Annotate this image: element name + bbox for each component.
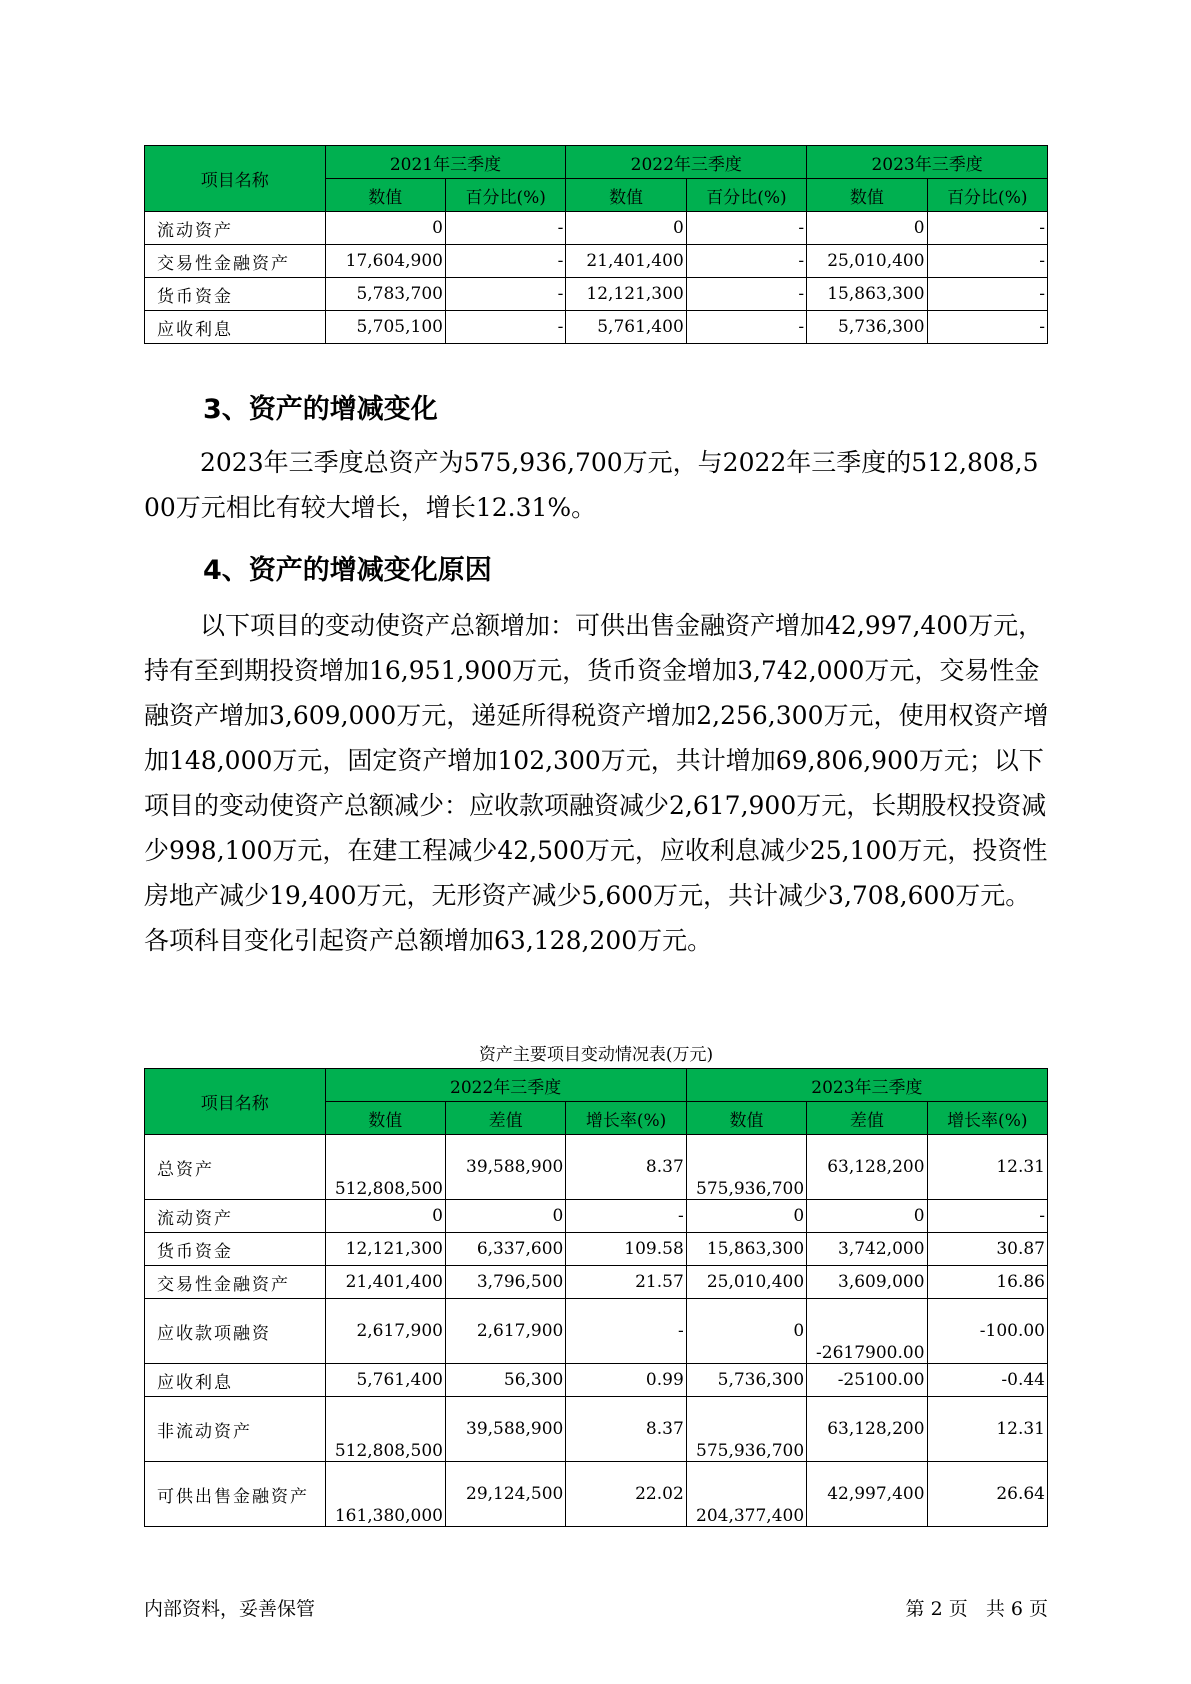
row-label: 交易性金融资产 xyxy=(145,245,326,278)
row-label: 应收款项融资 xyxy=(145,1299,326,1364)
column-header-percent: 百分比(%) xyxy=(445,179,565,212)
cell-value: 5,736,300 xyxy=(686,1364,806,1397)
cell-value: 0 xyxy=(807,212,927,245)
cell-difference: 39,588,900 xyxy=(445,1397,565,1462)
cell-percent: - xyxy=(445,311,565,344)
cell-difference: 3,742,000 xyxy=(807,1233,927,1266)
footer-page-number: 第 2 页 共 6 页 xyxy=(905,1598,1048,1620)
cell-percent: - xyxy=(686,278,806,311)
section-paragraph: 以下项目的变动使资产总额增加：可供出售金融资产增加42,997,400万元，持有至到期投资增加16,951,900万元，货币资金增加3,742,000万元，交易性金融资产增加3,609,000万元，递延所得税资产增加2,256,300万元，使用权资产增加148,000万元，固定资产增加102,300万元，共计增加69,806,900万元；以下项目的变动使资产总额减少：应收款项融资减少2,617,900万元，长期股权投资减少998,100万元，在建工程减少42,500万元，应收利息减少25,100万元，投资性房地产减少19,400万元，无形资产减少5,600万元，共计减少3,708,600万元。各项科目变化引起资产总额增加63,128,200万元。 xyxy=(144,611,1049,955)
cell-difference: 63,128,200 xyxy=(807,1135,927,1200)
cell-value: 512,808,500 xyxy=(325,1397,445,1462)
cell-difference: 56,300 xyxy=(445,1364,565,1397)
table-row xyxy=(145,311,1048,344)
column-header-value: 数值 xyxy=(325,179,445,212)
cell-difference: 39,588,900 xyxy=(445,1135,565,1200)
table-row xyxy=(145,1299,1048,1364)
cell-difference: 63,128,200 xyxy=(807,1397,927,1462)
column-header-percent: 百分比(%) xyxy=(686,179,806,212)
column-header-difference: 差值 xyxy=(807,1102,927,1135)
footer-confidential-note: 内部资料，妥善保管 xyxy=(144,1598,316,1620)
column-header-value: 数值 xyxy=(566,179,686,212)
cell-value: 161,380,000 xyxy=(325,1462,445,1527)
column-header-value: 数值 xyxy=(686,1102,806,1135)
cell-percent: - xyxy=(445,212,565,245)
cell-growth-rate: 0.99 xyxy=(566,1364,686,1397)
table-header-row xyxy=(145,1069,1048,1102)
table-row xyxy=(145,1397,1048,1462)
cell-percent: - xyxy=(686,212,806,245)
cell-growth-rate: 8.37 xyxy=(566,1397,686,1462)
cell-value: 0 xyxy=(566,212,686,245)
cell-difference: 0 xyxy=(445,1200,565,1233)
column-header-growth-rate: 增长率(%) xyxy=(927,1102,1047,1135)
cell-value: 5,761,400 xyxy=(325,1364,445,1397)
cell-value: 25,010,400 xyxy=(686,1266,806,1299)
table-header-row xyxy=(145,146,1048,179)
cell-value: 12,121,300 xyxy=(566,278,686,311)
cell-value: 5,705,100 xyxy=(325,311,445,344)
cell-percent: - xyxy=(927,278,1047,311)
column-header-item-name: 项目名称 xyxy=(145,146,326,212)
period-header: 2023年三季度 xyxy=(686,1069,1047,1102)
row-label: 货币资金 xyxy=(145,1233,326,1266)
cell-growth-rate: 12.31 xyxy=(927,1397,1047,1462)
cell-growth-rate: 21.57 xyxy=(566,1266,686,1299)
period-header: 2022年三季度 xyxy=(566,146,807,179)
cell-value: 5,761,400 xyxy=(566,311,686,344)
row-label: 应收利息 xyxy=(145,311,326,344)
cell-value: 204,377,400 xyxy=(686,1462,806,1527)
section-paragraph: 2023年三季度总资产为575,936,700万元，与2022年三季度的512,808,500万元相比有较大增长，增长12.31%。 xyxy=(144,448,1039,522)
cell-value: 5,736,300 xyxy=(807,311,927,344)
table-row xyxy=(145,1462,1048,1527)
row-label: 可供出售金融资产 xyxy=(145,1462,326,1527)
table-row xyxy=(145,1364,1048,1397)
table-row xyxy=(145,278,1048,311)
cell-value: 21,401,400 xyxy=(325,1266,445,1299)
cell-value: 15,863,300 xyxy=(807,278,927,311)
row-label: 应收利息 xyxy=(145,1364,326,1397)
section-heading: 4、资产的增减变化原因 xyxy=(203,555,492,586)
cell-value: 575,936,700 xyxy=(686,1397,806,1462)
cell-difference: 6,337,600 xyxy=(445,1233,565,1266)
cell-value: 5,783,700 xyxy=(325,278,445,311)
cell-growth-rate: - xyxy=(927,1200,1047,1233)
cell-percent: - xyxy=(927,311,1047,344)
cell-value: 575,936,700 xyxy=(686,1135,806,1200)
cell-value: 0 xyxy=(686,1200,806,1233)
table-row xyxy=(145,1200,1048,1233)
cell-growth-rate: 26.64 xyxy=(927,1462,1047,1527)
cell-difference: 2,617,900 xyxy=(445,1299,565,1364)
cell-growth-rate: -100.00 xyxy=(927,1299,1047,1364)
asset-change-table xyxy=(144,1068,1048,1527)
cell-growth-rate: 16.86 xyxy=(927,1266,1047,1299)
cell-value: 0 xyxy=(325,1200,445,1233)
cell-growth-rate: - xyxy=(566,1299,686,1364)
column-header-value: 数值 xyxy=(807,179,927,212)
cell-percent: - xyxy=(927,245,1047,278)
row-label: 非流动资产 xyxy=(145,1397,326,1462)
table-row xyxy=(145,1135,1048,1200)
cell-percent: - xyxy=(927,212,1047,245)
cell-value: 2,617,900 xyxy=(325,1299,445,1364)
cell-difference: -25100.00 xyxy=(807,1364,927,1397)
column-header-growth-rate: 增长率(%) xyxy=(566,1102,686,1135)
cell-value: 17,604,900 xyxy=(325,245,445,278)
cell-value: 12,121,300 xyxy=(325,1233,445,1266)
cell-difference: 0 xyxy=(807,1200,927,1233)
row-label: 交易性金融资产 xyxy=(145,1266,326,1299)
cell-value: 25,010,400 xyxy=(807,245,927,278)
cell-value: 0 xyxy=(325,212,445,245)
table-row xyxy=(145,212,1048,245)
table-row xyxy=(145,1266,1048,1299)
cell-growth-rate: -0.44 xyxy=(927,1364,1047,1397)
cell-percent: - xyxy=(445,245,565,278)
cell-growth-rate: 22.02 xyxy=(566,1462,686,1527)
cell-difference: 42,997,400 xyxy=(807,1462,927,1527)
cell-value: 21,401,400 xyxy=(566,245,686,278)
cell-growth-rate: - xyxy=(566,1200,686,1233)
period-header: 2023年三季度 xyxy=(807,146,1048,179)
cell-value: 15,863,300 xyxy=(686,1233,806,1266)
column-header-item-name: 项目名称 xyxy=(145,1069,326,1135)
cell-growth-rate: 8.37 xyxy=(566,1135,686,1200)
table-row xyxy=(145,245,1048,278)
section-heading: 3、资产的增减变化 xyxy=(203,394,438,425)
cell-growth-rate: 109.58 xyxy=(566,1233,686,1266)
cell-growth-rate: 30.87 xyxy=(927,1233,1047,1266)
cell-value: 0 xyxy=(686,1299,806,1364)
row-label: 货币资金 xyxy=(145,278,326,311)
row-label: 总资产 xyxy=(145,1135,326,1200)
cell-growth-rate: 12.31 xyxy=(927,1135,1047,1200)
cell-difference: 29,124,500 xyxy=(445,1462,565,1527)
column-header-value: 数值 xyxy=(325,1102,445,1135)
cell-value: 512,808,500 xyxy=(325,1135,445,1200)
cell-difference: 3,609,000 xyxy=(807,1266,927,1299)
row-label: 流动资产 xyxy=(145,212,326,245)
table-caption: 资产主要项目变动情况表(万元) xyxy=(478,1045,714,1065)
asset-table-quarterly xyxy=(144,145,1048,344)
cell-difference: 3,796,500 xyxy=(445,1266,565,1299)
cell-difference: -2617900.00 xyxy=(807,1299,927,1364)
cell-percent: - xyxy=(445,278,565,311)
period-header: 2022年三季度 xyxy=(325,1069,686,1102)
row-label: 流动资产 xyxy=(145,1200,326,1233)
period-header: 2021年三季度 xyxy=(325,146,566,179)
column-header-percent: 百分比(%) xyxy=(927,179,1047,212)
cell-percent: - xyxy=(686,311,806,344)
cell-percent: - xyxy=(686,245,806,278)
column-header-difference: 差值 xyxy=(445,1102,565,1135)
table-row xyxy=(145,1233,1048,1266)
